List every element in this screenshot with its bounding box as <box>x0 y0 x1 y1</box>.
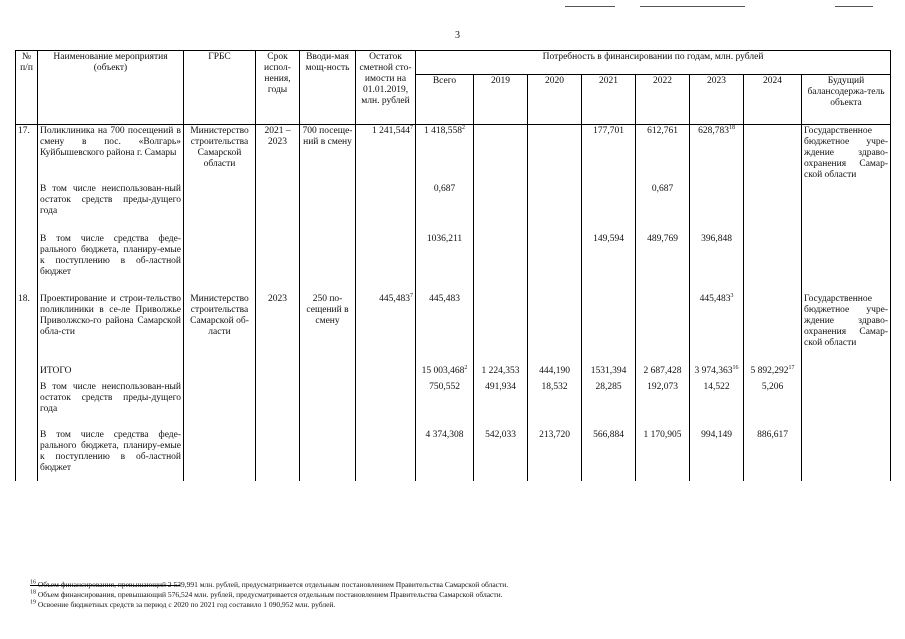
cell-name: В том числе средства феде-рального бюджета, планиру-емые к поступлению в об-ластной бюджет <box>38 233 184 293</box>
cell-total: 1 418,558$^2$ <box>416 125 474 183</box>
cell-name: В том числе средства феде-рального бюджета, планиру-емые к поступлению в об-ластной бюджет <box>38 429 184 481</box>
scan-artifact-line <box>835 6 873 7</box>
header-name: Наименование мероприятия (объект) <box>38 51 184 125</box>
cell-balance <box>356 233 416 293</box>
cell-num: 17. <box>16 125 38 183</box>
page-number: 3 <box>455 30 460 41</box>
table-row-total <box>16 365 891 381</box>
cell-y2022: 192,073 <box>636 381 690 429</box>
header-year: 2023 <box>690 75 744 125</box>
cell-grbs <box>184 381 256 429</box>
cell-total: 0,687 <box>416 183 474 233</box>
header-holder: Будущий балансодержа-тель объекта <box>802 75 891 125</box>
cell-y2023: 3 974,363$^{16}$ <box>690 365 744 381</box>
table-row <box>16 381 891 429</box>
cell-grbs: Министерство строительства Самарской области <box>184 125 256 183</box>
cell-term <box>256 365 300 381</box>
cell-total: 1036,211 <box>416 233 474 293</box>
cell-holder: Государственное бюджетное учре-ждение здраво-охранения Самар-ской области <box>802 293 891 365</box>
cell-y2022 <box>636 293 690 365</box>
table-row <box>16 293 891 365</box>
cell-num: 18. <box>16 293 38 365</box>
cell-y2021: 177,701 <box>582 125 636 183</box>
footnote: $^{16}$ Объем финансирования, превышающий 2 539,991 млн. рублей, предусматривается отдельным постановлением Правительства Самарской области. <box>30 579 509 589</box>
cell-y2020: 444,190 <box>528 365 582 381</box>
cell-term <box>256 183 300 233</box>
cell-term <box>256 429 300 481</box>
cell-total: 15 003,468$^2$ <box>416 365 474 381</box>
cell-capacity <box>300 429 356 481</box>
cell-y2020 <box>528 183 582 233</box>
cell-total: 445,483 <box>416 293 474 365</box>
cell-y2019 <box>474 233 528 293</box>
cell-y2021: 1531,394 <box>582 365 636 381</box>
cell-capacity <box>300 233 356 293</box>
header-total: Всего <box>416 75 474 125</box>
header-capacity: Вводи-мая мощ-ность <box>300 51 356 125</box>
cell-y2019 <box>474 293 528 365</box>
header-year: 2020 <box>528 75 582 125</box>
financing-table <box>15 50 891 481</box>
cell-y2022: 489,769 <box>636 233 690 293</box>
footnote: $^{19}$ Освоение бюджетных средств за период с 2020 по 2021 год составило 1 090,952 млн. рублей. <box>30 599 336 609</box>
cell-num <box>16 381 38 429</box>
cell-y2023: 14,522 <box>690 381 744 429</box>
cell-y2019 <box>474 183 528 233</box>
cell-y2022: 0,687 <box>636 183 690 233</box>
cell-y2023: 994,149 <box>690 429 744 481</box>
scan-artifact-line <box>565 6 615 7</box>
cell-y2020 <box>528 125 582 183</box>
cell-grbs <box>184 183 256 233</box>
cell-grbs <box>184 365 256 381</box>
cell-y2024 <box>744 293 802 365</box>
header-year: 2022 <box>636 75 690 125</box>
cell-y2021: 149,594 <box>582 233 636 293</box>
cell-y2019: 542,033 <box>474 429 528 481</box>
cell-capacity <box>300 365 356 381</box>
cell-name: В том числе неиспользован-ный остаток средств преды-дущего года <box>38 381 184 429</box>
cell-capacity <box>300 381 356 429</box>
cell-total: 750,552 <box>416 381 474 429</box>
cell-holder <box>802 233 891 293</box>
cell-holder <box>802 381 891 429</box>
cell-y2024 <box>744 183 802 233</box>
cell-name: ИТОГО <box>38 365 184 381</box>
cell-y2022: 1 170,905 <box>636 429 690 481</box>
cell-y2024 <box>744 125 802 183</box>
cell-balance: 1 241,544$^7$ <box>356 125 416 183</box>
cell-grbs <box>184 233 256 293</box>
header-row-1 <box>16 51 891 75</box>
header-num: № п/п <box>16 51 38 125</box>
cell-y2020: 213,720 <box>528 429 582 481</box>
cell-y2024: 5 892,292$^{17}$ <box>744 365 802 381</box>
cell-term: 2023 <box>256 293 300 365</box>
cell-grbs <box>184 429 256 481</box>
cell-num <box>16 365 38 381</box>
footnotes <box>30 580 508 610</box>
table-row <box>16 429 891 481</box>
table-row <box>16 125 891 183</box>
cell-y2020 <box>528 233 582 293</box>
cell-balance <box>356 381 416 429</box>
cell-y2020: 18,532 <box>528 381 582 429</box>
cell-balance <box>356 365 416 381</box>
header-grbs: ГРБС <box>184 51 256 125</box>
header-year: 2019 <box>474 75 528 125</box>
cell-capacity: 700 посеще-ний в смену <box>300 125 356 183</box>
header-need: Потребность в финансировании по годам, млн. рублей <box>416 51 891 75</box>
cell-name: Поликлиника на 700 посещений в смену в пос. «Волгарь» Куйбышевского района г. Самары <box>38 125 184 183</box>
cell-y2022: 612,761 <box>636 125 690 183</box>
footnote: $^{18}$ Объем финансирования, превышающий 576,524 млн. рублей, предусматривается отдельным постановлением Правительства Самарской области. <box>30 589 503 599</box>
cell-y2023 <box>690 183 744 233</box>
cell-y2021 <box>582 183 636 233</box>
cell-grbs: Министерство строительства Самарской об-ласти <box>184 293 256 365</box>
cell-term <box>256 381 300 429</box>
cell-term <box>256 233 300 293</box>
cell-y2024 <box>744 233 802 293</box>
cell-name: В том числе неиспользован-ный остаток средств преды-дущего года <box>38 183 184 233</box>
cell-capacity: 250 по-сещений в смену <box>300 293 356 365</box>
cell-y2024: 5,206 <box>744 381 802 429</box>
cell-y2019 <box>474 125 528 183</box>
cell-capacity <box>300 183 356 233</box>
cell-holder <box>802 183 891 233</box>
cell-term: 2021 – 2023 <box>256 125 300 183</box>
header-year: 2024 <box>744 75 802 125</box>
table-row <box>16 183 891 233</box>
cell-total: 4 374,308 <box>416 429 474 481</box>
cell-holder <box>802 365 891 381</box>
header-balance: Остаток сметной сто-имости на 01.01.2019, млн. рублей <box>356 51 416 125</box>
cell-name: Проектирование и строи-тельство поликлиники в се-ле Приволжье Приволжско-го района Самарской обла-сти <box>38 293 184 365</box>
header-year: 2021 <box>582 75 636 125</box>
cell-y2020 <box>528 293 582 365</box>
cell-holder <box>802 429 891 481</box>
cell-y2022: 2 687,428 <box>636 365 690 381</box>
cell-balance <box>356 429 416 481</box>
cell-y2024: 886,617 <box>744 429 802 481</box>
header-term: Срок испол-нения, годы <box>256 51 300 125</box>
cell-num <box>16 183 38 233</box>
cell-num <box>16 429 38 481</box>
cell-y2019: 1 224,353 <box>474 365 528 381</box>
cell-y2021: 566,884 <box>582 429 636 481</box>
cell-num <box>16 233 38 293</box>
cell-y2021 <box>582 293 636 365</box>
table-row <box>16 233 891 293</box>
cell-holder: Государственное бюджетное учре-ждение здраво-охранения Самар-ской области <box>802 125 891 183</box>
cell-y2021: 28,285 <box>582 381 636 429</box>
cell-balance: 445,483$^7$ <box>356 293 416 365</box>
cell-balance <box>356 183 416 233</box>
cell-y2023: 396,848 <box>690 233 744 293</box>
cell-y2023: 445,483$^3$ <box>690 293 744 365</box>
cell-y2023: 628,783$^{18}$ <box>690 125 744 183</box>
cell-y2019: 491,934 <box>474 381 528 429</box>
scan-artifact-line <box>640 6 745 7</box>
